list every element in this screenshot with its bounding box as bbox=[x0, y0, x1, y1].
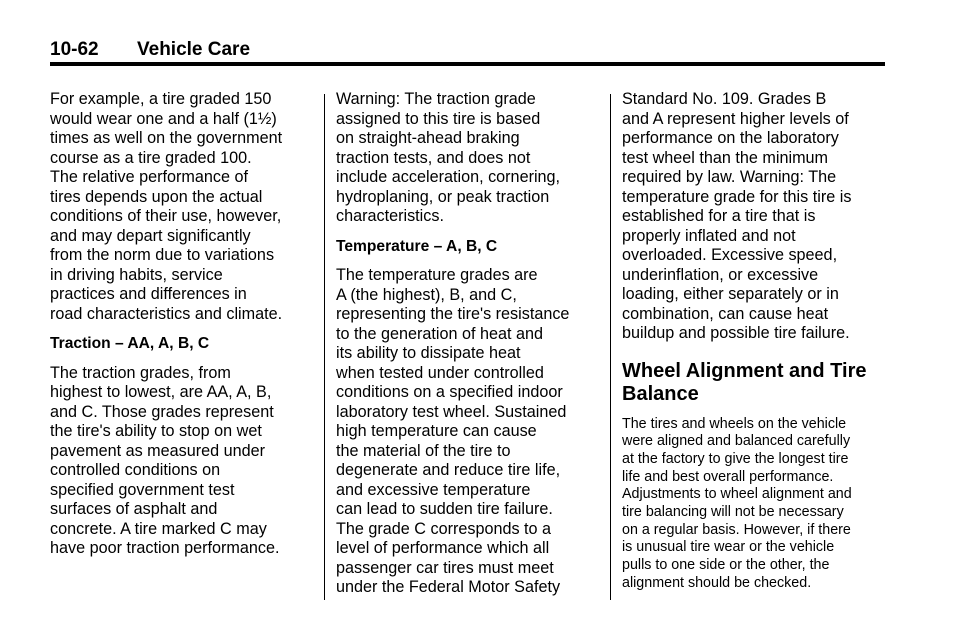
text-line: highest to lowest, are AA, A, B, bbox=[50, 383, 272, 401]
text-line: practices and differences in bbox=[50, 285, 247, 303]
col3-paragraph-1 bbox=[622, 90, 884, 344]
page-header bbox=[50, 38, 885, 65]
text-line: passenger car tires must meet bbox=[336, 558, 554, 577]
text-line: traction tests, and does not bbox=[336, 148, 531, 167]
text-line: on straight-ahead braking bbox=[336, 129, 520, 147]
col2-paragraph-2 bbox=[336, 266, 598, 598]
spacer bbox=[50, 354, 312, 364]
text-line: established for a tire that is bbox=[622, 207, 816, 225]
temperature-heading: Temperature – A, B, C bbox=[336, 237, 498, 255]
text-line: concrete. A tire marked C may bbox=[50, 519, 267, 538]
text-line: Adjustments to wheel alignment and bbox=[622, 486, 852, 503]
text-line: have poor traction performance. bbox=[50, 539, 280, 557]
column-3 bbox=[622, 90, 884, 593]
page-number: 10-62 bbox=[50, 39, 99, 60]
text-line: and A represent higher levels of bbox=[622, 109, 849, 128]
col2-paragraph-1 bbox=[336, 90, 598, 227]
text-line: in driving habits, service bbox=[50, 265, 223, 284]
text-line: its ability to dissipate heat bbox=[336, 344, 521, 362]
column-divider-1 bbox=[324, 94, 325, 600]
text-line: A (the highest), B, and C, bbox=[336, 285, 517, 304]
text-line: course as a tire graded 100. bbox=[50, 148, 252, 167]
text-line: Warning: The traction grade bbox=[336, 90, 536, 108]
text-line: on a regular basis. However, if there bbox=[622, 521, 851, 538]
section-title: Vehicle Care bbox=[137, 39, 251, 60]
text-line: level of performance which all bbox=[336, 539, 550, 557]
text-line: hydroplaning, or peak traction bbox=[336, 187, 550, 206]
spacer bbox=[622, 344, 884, 360]
text-line: would wear one and a half (1½) bbox=[50, 109, 277, 128]
spacer bbox=[336, 256, 598, 266]
text-line: surfaces of asphalt and bbox=[50, 500, 218, 518]
text-line: to the generation of heat and bbox=[336, 324, 544, 343]
spacer bbox=[622, 406, 884, 416]
text-line: properly inflated and not bbox=[622, 226, 796, 245]
text-line: high temperature can cause bbox=[336, 422, 537, 440]
text-line: the material of the tire to bbox=[336, 441, 511, 460]
traction-heading: Traction – AA, A, B, C bbox=[50, 335, 210, 352]
text-line: and may depart significantly bbox=[50, 226, 251, 245]
text-line: alignment should be checked. bbox=[622, 574, 812, 591]
text-line: and C. Those grades represent bbox=[50, 402, 274, 421]
text-line: For example, a tire graded 150 bbox=[50, 90, 272, 108]
text-line: degenerate and reduce tire life, bbox=[336, 461, 561, 479]
text-line: loading, either separately or in bbox=[622, 285, 839, 303]
column-1 bbox=[50, 90, 312, 559]
text-line: Standard No. 109. Grades B bbox=[622, 90, 827, 108]
text-line: buildup and possible tire failure. bbox=[622, 324, 850, 342]
text-line: the tire's ability to stop on wet bbox=[50, 422, 262, 440]
text-line: overloaded. Excessive speed, bbox=[622, 246, 838, 264]
text-line: include acceleration, cornering, bbox=[336, 168, 561, 186]
text-line: temperature grade for this tire is bbox=[622, 187, 852, 206]
text-line: representing the tire's resistance bbox=[336, 305, 570, 323]
text-line: from the norm due to variations bbox=[50, 246, 275, 264]
col1-paragraph-1 bbox=[50, 90, 312, 324]
text-line: laboratory test wheel. Sustained bbox=[336, 402, 567, 421]
text-line: test wheel than the minimum bbox=[622, 148, 829, 167]
text-line: pulls to one side or the other, the bbox=[622, 557, 830, 574]
text-line: required by law. Warning: The bbox=[622, 168, 837, 186]
text-line: can lead to sudden tire failure. bbox=[336, 500, 553, 518]
text-line: pavement as measured under bbox=[50, 441, 266, 460]
text-line: under the Federal Motor Safety bbox=[336, 578, 561, 596]
text-line: underinflation, or excessive bbox=[622, 265, 819, 284]
header-rule bbox=[50, 62, 885, 66]
text-line: The relative performance of bbox=[50, 168, 248, 186]
text-line: performance on the laboratory bbox=[622, 129, 839, 147]
text-line: tire balancing will not be necessary bbox=[622, 504, 844, 521]
col1-paragraph-2 bbox=[50, 364, 312, 559]
text-line: and excessive temperature bbox=[336, 480, 531, 499]
column-2 bbox=[336, 90, 598, 598]
text-line: at the factory to give the longest tire bbox=[622, 450, 849, 467]
heading-line: Balance bbox=[622, 382, 699, 405]
text-line: assigned to this tire is based bbox=[336, 109, 541, 128]
col3-paragraph-2 bbox=[622, 416, 884, 593]
text-line: characteristics. bbox=[336, 207, 444, 225]
text-line: times as well on the government bbox=[50, 129, 283, 147]
text-line: life and best overall performance. bbox=[622, 468, 834, 485]
text-line: The tires and wheels on the vehicle bbox=[622, 415, 847, 432]
text-line: when tested under controlled bbox=[336, 363, 544, 382]
heading-line: Wheel Alignment and Tire bbox=[622, 359, 867, 382]
text-line: road characteristics and climate. bbox=[50, 304, 283, 323]
spacer bbox=[50, 324, 312, 334]
text-line: The grade C corresponds to a bbox=[336, 519, 552, 538]
text-line: combination, can cause heat bbox=[622, 304, 829, 323]
text-line: conditions of their use, however, bbox=[50, 207, 282, 225]
text-line: specified government test bbox=[50, 480, 235, 499]
text-line: controlled conditions on bbox=[50, 461, 221, 479]
text-line: The traction grades, from bbox=[50, 363, 231, 382]
wheel-alignment-heading bbox=[622, 360, 884, 406]
text-line: tires depends upon the actual bbox=[50, 187, 263, 206]
text-line: conditions on a specified indoor bbox=[336, 383, 563, 401]
text-line: were aligned and balanced carefully bbox=[622, 433, 851, 450]
spacer bbox=[336, 227, 598, 237]
text-line: is unusual tire wear or the vehicle bbox=[622, 539, 835, 556]
column-divider-2 bbox=[610, 94, 611, 600]
text-line: The temperature grades are bbox=[336, 266, 538, 284]
